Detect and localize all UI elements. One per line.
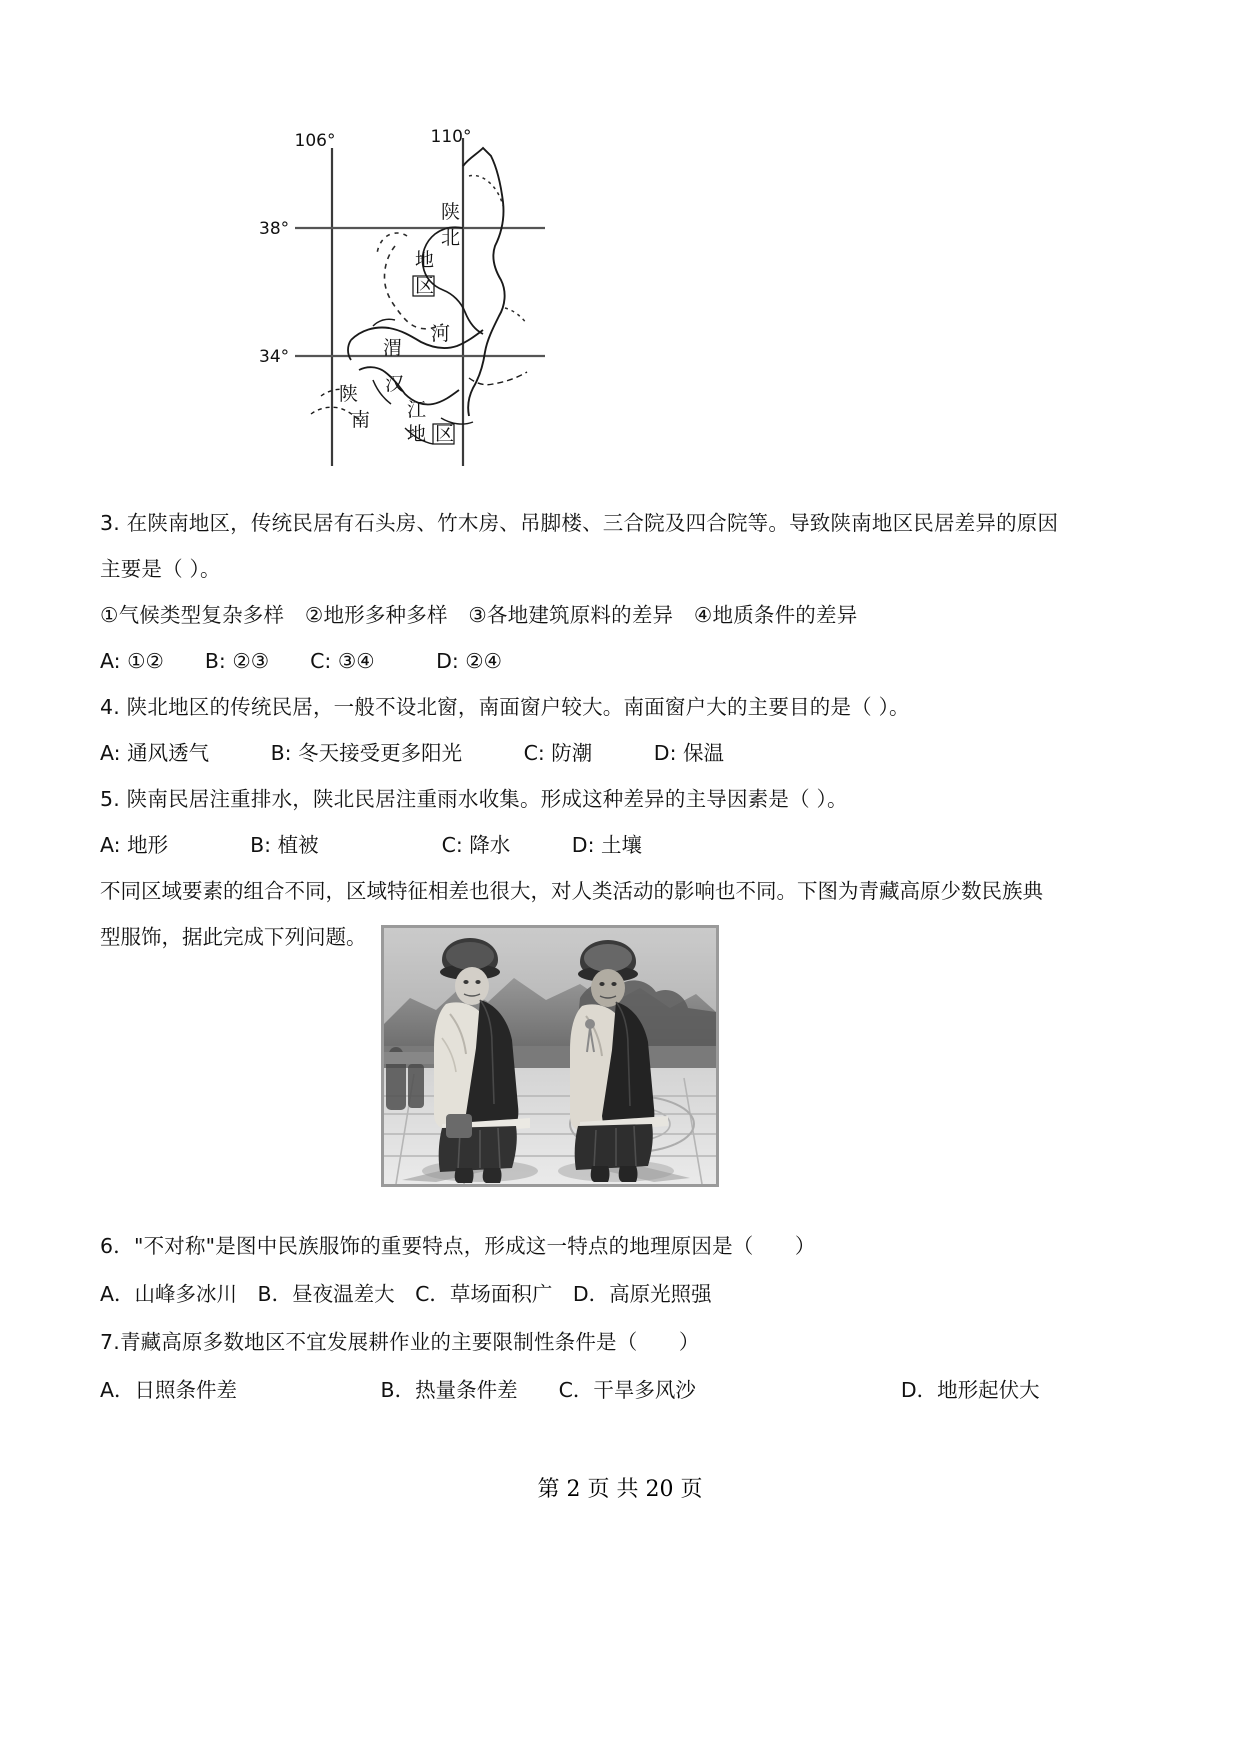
map-label-wei: 渭: [383, 337, 403, 359]
question-3-statements: ①气候类型复杂多样 ②地形多种多样 ③各地建筑原料的差异 ④地质条件的差异: [100, 603, 858, 627]
map-label-qu2: 区: [435, 423, 455, 445]
question-3-options[interactable]: A: ①② B: ②③ C: ③④ D: ②④: [100, 649, 503, 673]
map-label-bei: 北: [441, 227, 461, 249]
question-4-stem: 4. 陕北地区的传统民居，一般不设北窗，南面窗户较大。南面窗户大的主要目的是（ ）。: [100, 695, 910, 719]
map-latitude-34: 34°: [259, 347, 290, 367]
question-7-stem: 7.青藏高原多数地区不宜发展耕作业的主要限制性条件是（ ）: [100, 1330, 700, 1354]
map-label-jiang: 江: [407, 399, 427, 421]
question-7: [100, 1318, 1160, 1414]
map-longitude-110: 110°: [430, 128, 472, 147]
tibetan-costume-photo: [381, 925, 719, 1187]
page-number-text: 第 2 页 共 20 页: [537, 1477, 703, 1502]
questions-block-upper: [100, 500, 1155, 960]
question-3-stem-line1: 3. 在陕南地区，传统民居有石头房、竹木房、吊脚楼、三合院及四合院等。导致陕南地区民居差异的原因: [100, 511, 1059, 535]
map-label-qu: 区: [415, 275, 435, 297]
question-5-stem: 5. 陕南民居注重排水，陕北民居注重雨水收集。形成这种差异的主导因素是（ ）。: [100, 787, 848, 811]
question-6: [100, 1222, 1160, 1318]
map-label-shan: 陕: [441, 201, 461, 223]
map-label-han: 汉: [385, 373, 405, 395]
map-label-shan2: 陕: [339, 383, 359, 405]
question-4: [100, 684, 1155, 776]
map-label-di2: 地: [407, 423, 427, 445]
intro-paragraph-line2: 型服饰，据此完成下列问题。: [100, 925, 367, 949]
question-5: [100, 776, 1155, 868]
map-label-di: 地: [415, 249, 435, 271]
shaanxi-region-map: [255, 128, 545, 468]
question-5-options[interactable]: A: 地形 B: 植被 C: 降水 D: 土壤: [100, 833, 643, 857]
map-latitude-38: 38°: [259, 219, 290, 239]
question-6-stem: 6．"不对称"是图中民族服饰的重要特点，形成这一特点的地理原因是（ ）: [100, 1234, 816, 1258]
questions-block-lower: [100, 1222, 1160, 1414]
question-3-stem-line2: 主要是（ ）。: [100, 557, 221, 581]
question-7-options[interactable]: A．日照条件差 B．热量条件差 C．干旱多风沙 D．地形起伏大: [100, 1378, 1040, 1402]
question-6-options[interactable]: A．山峰多冰川 B．昼夜温差大 C．草场面积广 D．高原光照强: [100, 1282, 712, 1306]
map-longitude-106: 106°: [294, 131, 336, 151]
map-label-nan: 南: [351, 409, 371, 431]
intro-paragraph-line1: 不同区域要素的组合不同，区域特征相差也很大，对人类活动的影响也不同。下图为青藏高原少数民族典: [100, 879, 1043, 903]
question-3: [100, 500, 1155, 684]
map-label-he: 河: [431, 323, 451, 345]
page-footer: [0, 1472, 1240, 1503]
question-4-options[interactable]: A: 通风透气 B: 冬天接受更多阳光 C: 防潮 D: 保温: [100, 741, 725, 765]
